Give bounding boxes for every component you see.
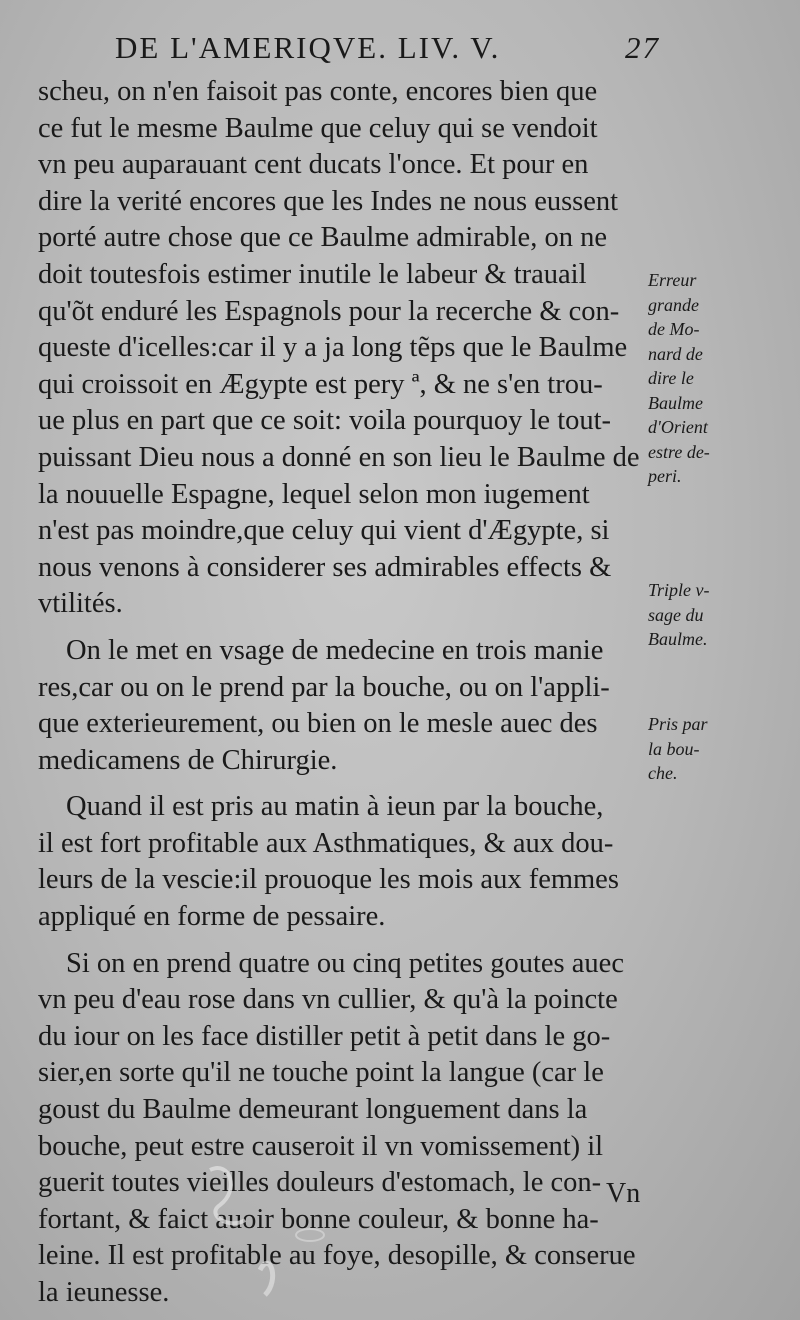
margin-note-line: peri. xyxy=(648,466,682,486)
margin-note-line: de Mo- xyxy=(648,319,700,339)
text-line: doit toutesfois estimer inutile le labeur & trauail xyxy=(38,258,587,290)
margin-note-line: che. xyxy=(648,763,678,783)
text-line: sier,en sorte qu'il ne touche point la langue (car le xyxy=(38,1057,604,1089)
margin-note-line: d'Orient xyxy=(648,417,708,437)
margin-note-pris-par-la-bouche xyxy=(648,712,758,786)
text-line: ce fut le mesme Baulme que celuy qui se vendoit xyxy=(38,112,598,144)
text-line: il est fort profitable aux Asthmatiques, & aux dou- xyxy=(38,827,614,859)
text-line: res,car ou on le prend par la bouche, ou on l'appli- xyxy=(38,671,610,703)
text-line: goust du Baulme demeurant longuement dans la xyxy=(38,1094,588,1126)
text-line: leurs de la vescie:il prouoque les mois aux femmes xyxy=(38,864,619,896)
text-line: vtilités. xyxy=(38,588,123,620)
margin-note-triple-usage xyxy=(648,578,758,652)
text-line: qui croissoit en Ægypte est pery ª, & ne s'en trou- xyxy=(38,368,603,400)
margin-note-line: Baulme. xyxy=(648,629,708,649)
body-text xyxy=(38,74,642,1312)
text-line: appliqué en forme de pessaire. xyxy=(38,901,386,933)
text-line: queste d'icelles:car il y a ja long tẽps que le Baulme xyxy=(38,332,628,364)
text-line: la ieunesse. xyxy=(38,1277,170,1308)
text-line: n'est pas moindre,que celuy qui vient d'Ægypte, si xyxy=(38,515,610,547)
margin-note-line: Pris par xyxy=(648,714,708,734)
page-number: 27 xyxy=(625,30,660,65)
text-line: bouche, peut estre causeroit il vn vomissement) il xyxy=(38,1130,604,1162)
margin-note-line: sage du xyxy=(648,604,704,625)
margin-note-line: la bou- xyxy=(648,738,700,759)
ink-smudge-decoration xyxy=(170,1150,370,1300)
text-line: qu'õt enduré les Espagnols pour la recerche & con- xyxy=(38,295,620,327)
margin-note-erreur xyxy=(648,268,758,489)
text-line: dire la verité encores que les Indes ne nous eussent xyxy=(38,185,619,217)
catchword: Vn xyxy=(606,1178,641,1209)
text-line: du iour on les face distiller petit à petit dans le go- xyxy=(38,1020,611,1052)
margin-note-line: grande xyxy=(648,294,699,315)
margin-note-line: nard de xyxy=(648,343,703,364)
paragraph-start: Si on en prend quatre ou cinq petites goutes auec xyxy=(66,947,624,979)
paragraph-start: Quand il est pris au matin à ieun par la bouche, xyxy=(66,791,604,823)
margin-note-line: estre de- xyxy=(648,441,710,462)
text-line: guerit toutes vieilles douleurs d'estomach, le con- xyxy=(38,1167,602,1199)
running-head xyxy=(60,30,660,70)
paragraph-start: On le met en vsage de medecine en trois manie xyxy=(66,634,604,666)
text-line: fortant, & faict auoir bonne couleur, & bonne ha- xyxy=(38,1203,599,1235)
margin-note-line: dire le xyxy=(648,368,694,388)
margin-note-line: Baulme xyxy=(648,392,703,413)
margin-note-line: Triple v- xyxy=(648,580,710,600)
text-line: porté autre chose que ce Baulme admirable, on ne xyxy=(38,222,607,254)
running-title: DE L'AMERIQVE. LIV. V. xyxy=(115,30,501,65)
text-line: leine. Il est profitable au foye, desopille, & conserue xyxy=(38,1240,636,1272)
text-line: nous venons à considerer ses admirables effects & xyxy=(38,551,612,583)
text-line: scheu, on n'en faisoit pas conte, encores bien que xyxy=(38,76,598,107)
text-line: la nouuelle Espagne, lequel selon mon iugement xyxy=(38,478,590,510)
text-line: medicamens de Chirurgie. xyxy=(38,744,338,776)
text-line: vn peu d'eau rose dans vn cullier, & qu'à la poincte xyxy=(38,984,618,1016)
text-line: que exterieurement, ou bien on le mesle auec des xyxy=(38,708,598,740)
text-line: vn peu auparauant cent ducats l'once. Et pour en xyxy=(38,149,589,181)
margin-note-line: Erreur xyxy=(648,270,697,290)
text-line: puissant Dieu nous a donné en son lieu le Baulme de xyxy=(38,441,640,473)
text-line: ue plus en part que ce soit: voila pourquoy le tout- xyxy=(38,405,612,437)
